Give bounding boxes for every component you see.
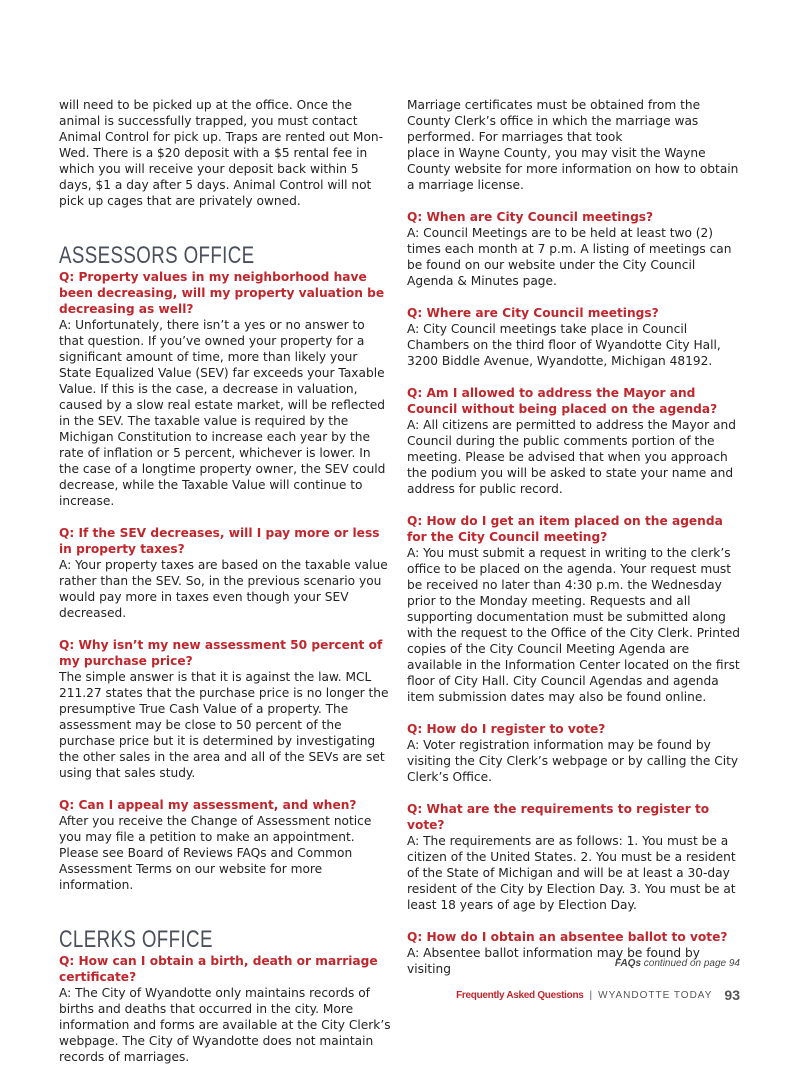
answer: The simple answer is that it is against the law. MCL 211.27 states that the purchase price is no longer the presumptive True Cash Value of a property. The assessment may be close to 50 percent of the purchase price but it is determined by investigating the other sales in the area and all of the SEVs are set using that sales study. xyxy=(59,670,389,780)
section-heading-clerks: CLERKS OFFICE xyxy=(59,926,213,953)
continued-note xyxy=(615,958,740,969)
intro-paragraph: will need to be picked up at the office. Once the animal is successfully trapped, you must contact Animal Control for pick up. Traps are rented out Mon-Wed. There is a $20 deposit with a $5 rental fee in which you will receive your deposit back within 5 days, $1 a day after 5 days. Animal Control will not pick up cages that are privately owned. xyxy=(59,98,384,208)
right-column xyxy=(407,97,741,977)
question: Q: Why isn’t my new assessment 50 percent of my purchase price? xyxy=(59,638,383,668)
answer: A: Council Meetings are to be held at least two (2) times each month at 7 p.m. A listing of meetings can be found on our website under the City Council Agenda & Minutes page. xyxy=(407,226,732,288)
left-column xyxy=(59,97,393,1065)
answer: A: Voter registration information may be found by visiting the City Clerk’s webpage or by calling the City Clerk’s Office. xyxy=(407,738,739,784)
footer-magazine: WYANDOTTE TODAY xyxy=(598,989,713,1001)
question: Q: How can I obtain a birth, death or marriage certificate? xyxy=(59,954,378,984)
page-number: 93 xyxy=(724,987,740,1003)
answer: After you receive the Change of Assessment notice you may file a petition to make an appointment. Please see Board of Reviews FAQs and Common Assessment Terms on our website for more information. xyxy=(59,814,372,892)
answer: A: All citizens are permitted to address the Mayor and Council during the public comments portion of the meeting. Please be advised that when you approach the podium you will be asked to state your name and address for public record. xyxy=(407,418,736,496)
section-heading-assessors: ASSESSORS OFFICE xyxy=(59,242,255,269)
question: Q: What are the requirements to register to vote? xyxy=(407,802,710,832)
answer: A: City Council meetings take place in Council Chambers on the third floor of Wyandotte City Hall, 3200 Biddle Avenue, Wyandotte, Michigan 48192. xyxy=(407,322,721,368)
answer: A: The City of Wyandotte only maintains records of births and deaths that occurred in the city. More information and forms are available at the City Clerk’s webpage. The City of Wyandotte does not maintain records of marriages. xyxy=(59,986,391,1064)
question: Q: Am I allowed to address the Mayor and Council without being placed on the agenda? xyxy=(407,386,718,416)
answer: A: Unfortunately, there isn’t a yes or no answer to that question. If you’ve owned your property for a significant amount of time, more than likely your State Equalized Value (SEV) far exceeds your Taxable Value. If this is the case, a decrease in valuation, caused by a slow real estate market, will be reflected in the SEV. The taxable value is required by the Michigan Constitution to increase each year by the rate of inflation or 5 percent, whichever is lower. In the case of a longtime property owner, the SEV could decrease, while the Taxable Value will continue to increase. xyxy=(59,318,386,508)
question: Q: Property values in my neighborhood have been decreasing, will my property valuation be decreasing as well? xyxy=(59,270,385,316)
answer: A: The requirements are as follows: 1. You must be a citizen of the United States. 2. You must be a resident of the State of Michigan and will be at least a 30-day resident of the City by Election Day. 3. You must be at least 18 years of age by Election Day. xyxy=(407,834,736,912)
answer: A: You must submit a request in writing to the clerk’s office to be placed on the agenda. Your request must be received no later than 4:30 p.m. the Wednesday prior to the Monday meeting. Requests and all supporting documentation must be submitted along with the request to the Office of the City Clerk. Printed copies of the City Council Meeting Agenda are available in the Information Center located on the first floor of City Hall. City Council Agendas and agenda item submission dates may also be found online. xyxy=(407,546,740,704)
page-footer xyxy=(456,987,740,1003)
continued-text: continued on page 94 xyxy=(643,958,740,969)
footer-separator: | xyxy=(589,989,593,1001)
question: Q: When are City Council meetings? xyxy=(407,210,654,224)
question: Q: Can I appeal my assessment, and when? xyxy=(59,798,357,812)
question: Q: How do I obtain an absentee ballot to vote? xyxy=(407,930,728,944)
intro-paragraph: place in Wayne County, you may visit the Wayne County website for more information on how to obtain a marriage license. xyxy=(407,146,739,192)
footer-section: Frequently Asked Questions xyxy=(456,989,584,1001)
question: Q: Where are City Council meetings? xyxy=(407,306,659,320)
question: Q: If the SEV decreases, will I pay more or less in property taxes? xyxy=(59,526,380,556)
answer: A: Your property taxes are based on the taxable value rather than the SEV. So, in the previous scenario you would pay more in taxes even though your SEV decreased. xyxy=(59,558,388,620)
continued-faqs: FAQs xyxy=(614,958,642,969)
answer: A: Absentee ballot information may be found by visiting xyxy=(407,946,700,976)
intro-paragraph: Marriage certificates must be obtained from the County Clerk’s office in which the marriage was performed. For marriages that took xyxy=(407,98,701,144)
question: Q: How do I register to vote? xyxy=(407,722,606,736)
question: Q: How do I get an item placed on the agenda for the City Council meeting? xyxy=(407,514,723,544)
